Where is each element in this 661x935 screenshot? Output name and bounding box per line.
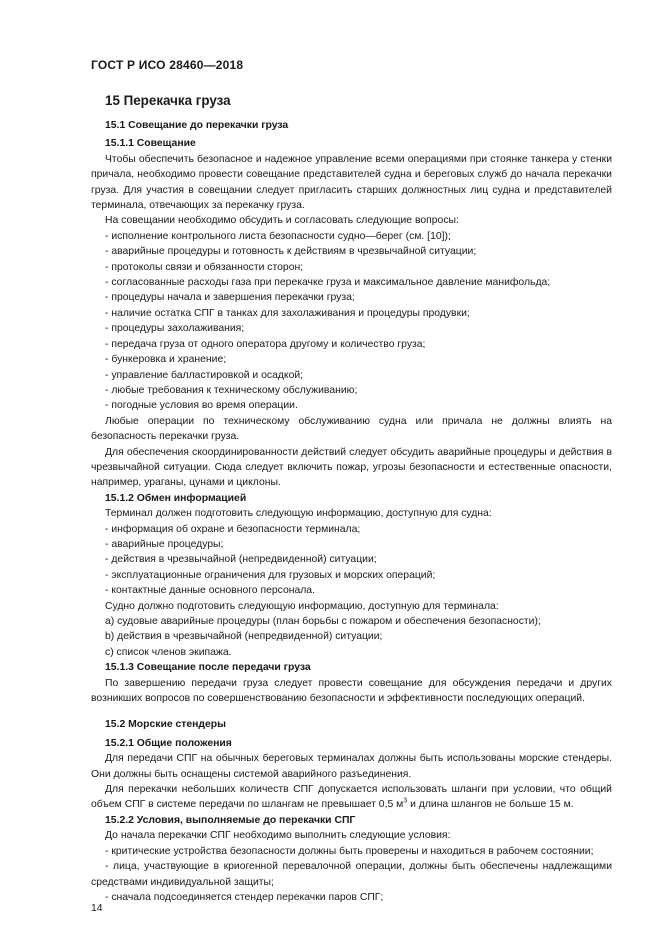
list	[91, 614, 612, 660]
list-item: c) список членов экипажа.	[105, 646, 232, 658]
section-15-1-3-title: 15.1.3 Совещание после передачи груза	[105, 662, 311, 674]
paragraph-part: и длина шлангов не больше 15 м.	[407, 799, 574, 811]
section-15-1-1-title: 15.1.1 Совещание	[105, 138, 196, 150]
list	[91, 229, 612, 414]
paragraph: На совещании необходимо обсудить и согласовать следующие вопросы:	[105, 215, 459, 227]
paragraph-part: Для перекачки небольших количеств СПГ допускается использовать шланги при условии, что общий объем СПГ в системе передачи по шлангам не превышает 0,5 м	[91, 784, 612, 811]
list-item: - аварийные процедуры;	[105, 538, 224, 550]
list-item: - сначала подсоединяется стендер перекачки паров СПГ;	[105, 891, 384, 903]
standard-header: ГОСТ Р ИСО 28460—2018	[91, 58, 244, 72]
list-item: - наличие остатка СПГ в танках для захолаживания и процедуры продувки;	[105, 307, 470, 319]
list-item: - согласованные расходы газа при перекачке груза и максимальное давление манифольда;	[105, 277, 551, 289]
list-item: - процедуры захолаживания;	[105, 323, 245, 335]
paragraph: Для обеспечения скоординированности действий следует обсудить аварийные процедуры и действия в чрезвычайной ситуации. Сюда следует включить пожар, угрозы безопасности и естественные опасности, например, ураганы, цунами и циклоны.	[91, 446, 612, 489]
list-item: - контактные данные основного персонала.	[105, 585, 315, 597]
page-content	[91, 92, 612, 905]
paragraph: Судно должно подготовить следующую информацию, доступную для терминала:	[105, 600, 499, 612]
list-item: - передача груза от одного оператора другому и количество груза;	[105, 338, 426, 350]
list-item: - действия в чрезвычайной (непредвиденной) ситуации;	[105, 554, 377, 566]
paragraph: Терминал должен подготовить следующую информацию, доступную для судна:	[105, 508, 492, 520]
list-item: a) судовые аварийные процедуры (план борьбы с пожаром и обеспечения безопасности);	[105, 616, 541, 627]
list-item: - аварийные процедуры и готовность к действиям в чрезвычайной ситуации;	[105, 246, 477, 258]
paragraph: Любые операции по техническому обслуживанию судна или причала не должны влиять на безопасность перекачки груза.	[91, 415, 612, 443]
list-item: - бункеровка и хранение;	[105, 354, 227, 366]
paragraph: По завершению передачи груза следует провести совещание для обсуждения передачи и других возникших вопросов по совершенствованию безопасности и эффективности последующих операций.	[91, 677, 612, 705]
paragraph	[91, 782, 612, 813]
section-15-1-title: 15.1 Совещание до перекачки груза	[105, 120, 289, 131]
list-item: - протоколы связи и обязанности сторон;	[105, 261, 304, 273]
paragraph: Для передачи СПГ на обычных береговых терминалах должны быть использованы морские стендеры. Они должны быть оснащены системой аварийного разъединения.	[91, 753, 612, 780]
list-item: - погодные условия во время операции.	[105, 400, 298, 412]
list	[91, 522, 612, 599]
paragraph: Чтобы обеспечить безопасное и надежное управление всеми операциями при стоянке танкера у стенки причала, необходимо провести совещание представителей судна и береговых служб до начала перекачки груза. Для участия в совещании следует пригласить старших должностных лиц судна и представителей терминала, отвечающих за перекачку груза.	[91, 153, 612, 212]
section-15-1-2-title: 15.1.2 Обмен информацией	[105, 492, 247, 504]
list-item: - критические устройства безопасности должны быть проверены и находиться в рабочем состоянии;	[105, 845, 594, 857]
section-15-2-title: 15.2 Морские стендеры	[105, 719, 227, 731]
superscript: 3	[403, 798, 408, 805]
page-number: 14	[91, 903, 103, 914]
list-item: - управление балластировкой и осадкой;	[105, 369, 304, 381]
paragraph: До начала перекачки СПГ необходимо выполнить следующие условия:	[105, 830, 451, 842]
list-item: - лица, участвующие в криогенной перевалочной операции, должны быть обеспечены надлежащими средствами индивидуальной защиты;	[91, 861, 612, 888]
list-item: - информация об охране и безопасности терминала;	[105, 523, 361, 535]
list-item: - любые требования к техническому обслуживанию;	[105, 384, 358, 396]
section-15-2-1-title: 15.2.1 Общие положения	[105, 737, 232, 749]
section-15-title: 15 Перекачка груза	[105, 93, 231, 108]
section-15-2-2-title: 15.2.2 Условия, выполняемые до перекачки СПГ	[105, 814, 356, 826]
list-item: b) действия в чрезвычайной (непредвиденной) ситуации;	[105, 631, 383, 643]
list-item: - исполнение контрольного листа безопасности судно—берег (см. [10]);	[105, 230, 451, 242]
list-item: - процедуры начала и завершения перекачки груза;	[105, 292, 355, 304]
list-item: - эксплуатационные ограничения для грузовых и морских операций;	[105, 569, 436, 581]
